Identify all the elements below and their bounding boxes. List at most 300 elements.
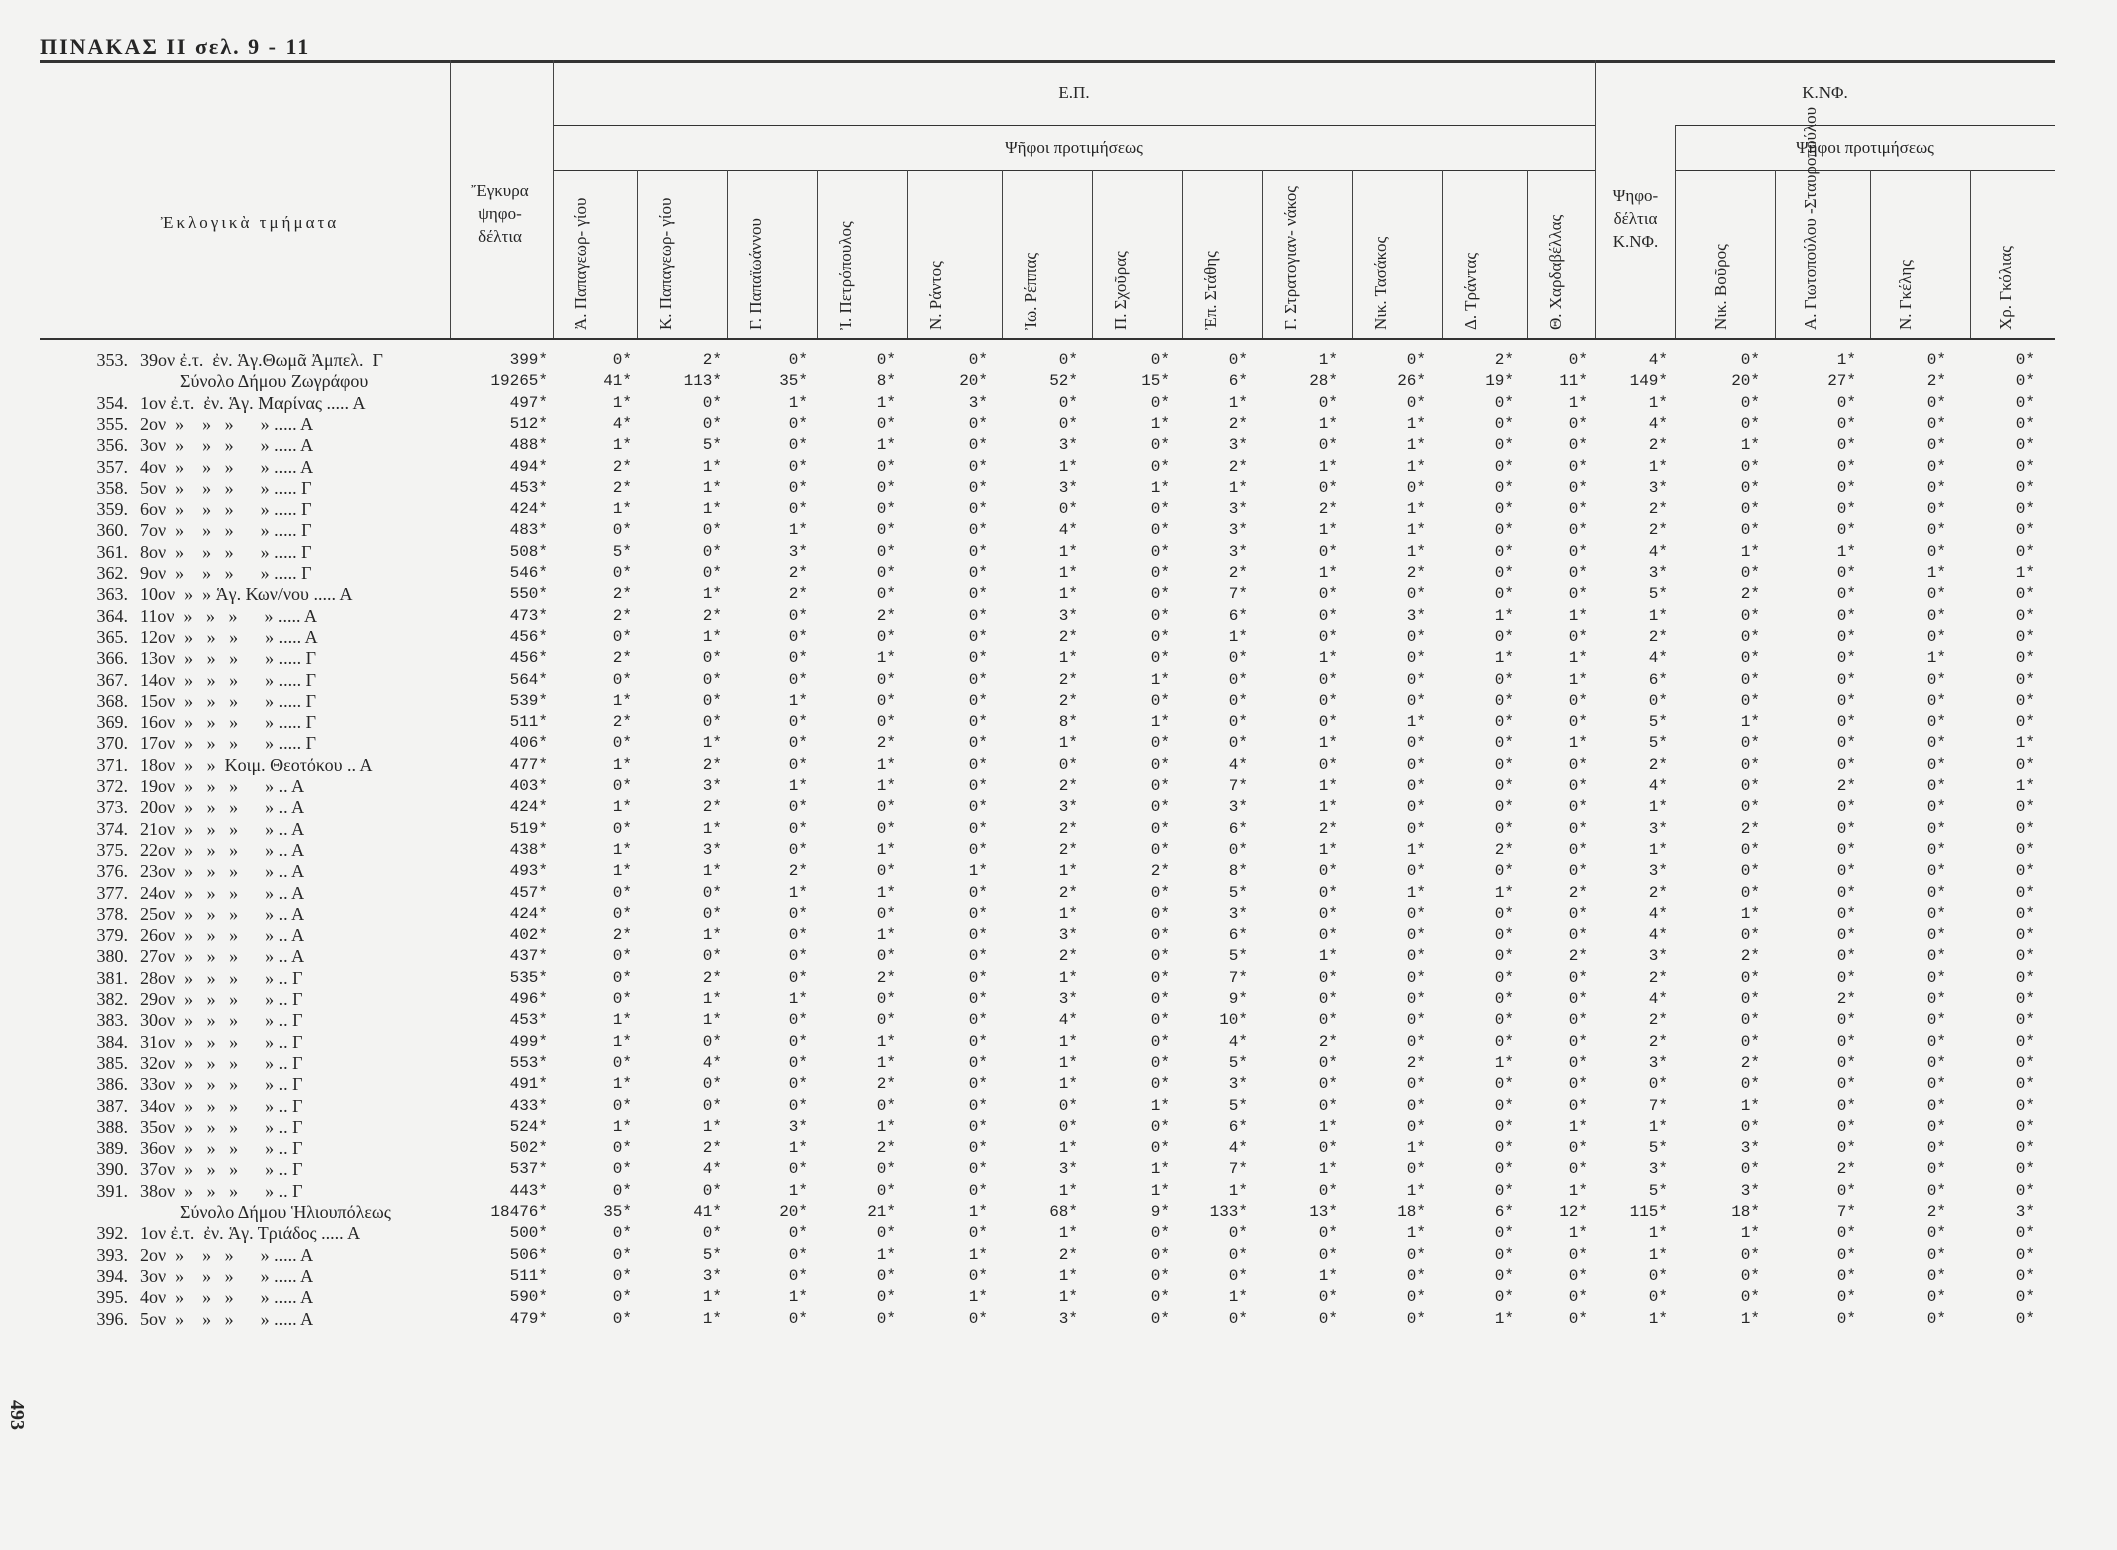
vote-cell: 0* <box>1568 691 1588 710</box>
vote-cell: 0* <box>1740 1075 1760 1094</box>
row-number: 356. <box>96 435 128 456</box>
section-label: 36ον » » » » .. Γ <box>140 1138 303 1159</box>
vote-cell: 2* <box>1058 883 1078 902</box>
candidate-column-divider <box>1352 170 1353 338</box>
vote-cell: 1* <box>1406 840 1426 859</box>
candidate-header: Νικ. Τασάκος <box>1371 236 1390 330</box>
vote-cell: 0* <box>1494 627 1514 646</box>
row-number: 372. <box>96 776 128 796</box>
vote-cell: 0* <box>1836 457 1856 476</box>
valid-ballots-cell: 500* <box>509 1224 548 1243</box>
vote-cell: 0* <box>2015 414 2035 433</box>
vote-cell: 0* <box>1494 393 1514 412</box>
vote-cell: 2* <box>702 606 722 625</box>
vote-cell: 0* <box>1648 1288 1668 1307</box>
vote-cell: 5* <box>1228 1096 1248 1115</box>
vote-cell: 1* <box>1228 627 1248 646</box>
vote-cell: 0* <box>1836 1224 1856 1243</box>
vote-cell: 1* <box>876 840 896 859</box>
row-number: 393. <box>96 1244 128 1265</box>
valid-ballots-cell: 539* <box>509 691 548 710</box>
vote-cell: 4* <box>1648 904 1668 923</box>
column-header-knf-ballots: Ψηφο- δέλτια Κ.ΝΦ. <box>1612 186 1659 251</box>
vote-cell: 1* <box>1568 1181 1588 1200</box>
vote-cell: 3* <box>1058 798 1078 817</box>
vote-cell: 0* <box>1318 670 1338 689</box>
vote-cell: 1* <box>1648 1245 1668 1264</box>
candidate-column-divider <box>637 170 638 338</box>
row-number: 385. <box>96 1052 128 1073</box>
vote-cell: 0* <box>1836 585 1856 604</box>
vote-cell: 0* <box>1406 798 1426 817</box>
vote-cell: 0* <box>968 1032 988 1051</box>
vote-cell: 0* <box>1494 1011 1514 1030</box>
row-number: 354. <box>96 392 128 413</box>
vote-cell: 5* <box>702 436 722 455</box>
vote-cell: 0* <box>1058 1117 1078 1136</box>
vote-cell: 2* <box>1648 968 1668 987</box>
valid-ballots-cell: 512* <box>509 414 548 433</box>
vote-cell: 1* <box>612 840 632 859</box>
vote-cell: 5* <box>1228 883 1248 902</box>
vote-cell: 0* <box>2015 478 2035 497</box>
section-label: 3ον » » » » ..... Α <box>140 1265 314 1286</box>
section-label: 32ον » » » » .. Γ <box>140 1052 303 1073</box>
vote-cell: 0* <box>1740 564 1760 582</box>
vote-cell: 0* <box>1836 1139 1856 1158</box>
valid-ballots-cell: 496* <box>509 990 548 1008</box>
vote-cell: 3* <box>702 1266 722 1285</box>
vote-cell: 0* <box>1406 947 1426 966</box>
vote-cell: 1* <box>612 798 632 817</box>
vote-cell: 0* <box>788 1096 808 1115</box>
vote-cell: 0* <box>876 1224 896 1243</box>
vote-cell: 0* <box>1150 606 1170 625</box>
vote-cell: 2* <box>1318 819 1338 838</box>
vote-cell: 0* <box>788 755 808 774</box>
vote-cell: 0* <box>702 649 722 668</box>
vote-cell: 7* <box>1228 968 1248 987</box>
vote-cell: 0* <box>2015 542 2035 561</box>
vote-cell: 35* <box>603 1203 632 1221</box>
vote-cell: 3* <box>1648 947 1668 966</box>
section-label: 30ον » » » » .. Γ <box>140 1010 303 1031</box>
vote-cell: 0* <box>1406 1309 1426 1328</box>
vote-cell: 0* <box>788 1245 808 1264</box>
vote-cell: 7* <box>1228 1160 1248 1179</box>
vote-cell: 0* <box>1318 883 1338 902</box>
vote-cell: 0* <box>1740 1032 1760 1051</box>
vote-cell: 1* <box>702 734 722 753</box>
vote-cell: 0* <box>1406 755 1426 774</box>
section-label: 24ον » » » » .. Α <box>140 882 305 903</box>
vote-cell: 0* <box>702 564 722 582</box>
vote-cell: 0* <box>1406 627 1426 646</box>
group-header-ep-preference: Ψῆφοι προτιμήσεως <box>1005 138 1143 157</box>
vote-cell: 1* <box>612 1011 632 1030</box>
candidate-header: Γ. Παπαϊωάννου <box>746 218 765 330</box>
candidate-column-divider <box>727 170 728 338</box>
vote-cell: 0* <box>788 478 808 497</box>
valid-ballots-cell: 406* <box>509 734 548 753</box>
vote-cell: 0* <box>968 1181 988 1200</box>
vote-cell: 1* <box>612 1032 632 1051</box>
vote-cell: 0* <box>1494 1096 1514 1115</box>
vote-cell: 0* <box>702 542 722 561</box>
valid-ballots-cell: 456* <box>509 627 548 646</box>
vote-cell: 1* <box>1406 713 1426 732</box>
vote-cell: 2* <box>702 798 722 817</box>
vote-cell: 2* <box>1648 1032 1668 1051</box>
vote-cell: 2* <box>1648 755 1668 774</box>
vote-cell: 4* <box>612 414 632 433</box>
vote-cell: 0* <box>2015 351 2035 369</box>
vote-cell: 5* <box>1648 713 1668 732</box>
vote-cell: 0* <box>876 904 896 923</box>
vote-cell: 1* <box>876 883 896 902</box>
vote-cell: 1* <box>2015 777 2035 795</box>
vote-cell: 0* <box>1318 904 1338 923</box>
vote-cell: 0* <box>1058 1096 1078 1115</box>
vote-cell: 0* <box>1740 691 1760 710</box>
vote-cell: 0* <box>612 777 632 795</box>
vote-cell: 0* <box>1228 351 1248 369</box>
vote-cell: 0* <box>1318 1309 1338 1328</box>
valid-ballots-cell: 424* <box>509 904 548 923</box>
vote-cell: 2* <box>612 926 632 945</box>
vote-cell: 3* <box>1406 606 1426 625</box>
vote-cell: 1* <box>1318 414 1338 433</box>
vote-cell: 3* <box>788 542 808 561</box>
vote-cell: 2* <box>1568 947 1588 966</box>
vote-cell: 1* <box>1494 1053 1514 1072</box>
row-number: 388. <box>96 1116 128 1137</box>
vote-cell: 1* <box>1406 1139 1426 1158</box>
vote-cell: 3* <box>1228 521 1248 540</box>
vote-cell: 0* <box>1494 414 1514 433</box>
vote-cell: 0* <box>1406 777 1426 795</box>
vote-cell: 2* <box>1406 564 1426 582</box>
vote-cell: 0* <box>2015 798 2035 817</box>
vote-cell: 0* <box>876 1160 896 1179</box>
valid-ballots-cell: 19265* <box>490 372 548 391</box>
vote-cell: 0* <box>968 1224 988 1243</box>
vote-cell: 0* <box>968 478 988 497</box>
vote-cell: 1* <box>702 478 722 497</box>
vote-cell: 0* <box>1836 755 1856 774</box>
vote-cell: 0* <box>2015 649 2035 668</box>
valid-ballots-cell: 550* <box>509 585 548 604</box>
vote-cell: 0* <box>1648 1266 1668 1285</box>
vote-cell: 0* <box>1740 862 1760 881</box>
row-number: 382. <box>96 989 128 1009</box>
vote-cell: 0* <box>1150 564 1170 582</box>
vote-cell: 1* <box>1058 862 1078 881</box>
vote-cell: 1* <box>1648 457 1668 476</box>
vote-cell: 3* <box>1648 564 1668 582</box>
vote-cell: 1* <box>1568 734 1588 753</box>
vote-cell: 0* <box>1494 947 1514 966</box>
vote-cell: 0* <box>612 904 632 923</box>
vote-cell: 0* <box>612 1096 632 1115</box>
vote-cell: 0* <box>1836 691 1856 710</box>
vote-cell: 0* <box>1406 393 1426 412</box>
vote-cell: 0* <box>788 1224 808 1243</box>
vote-cell: 0* <box>1926 819 1946 838</box>
vote-cell: 0* <box>1836 798 1856 817</box>
vote-cell: 3* <box>1058 436 1078 455</box>
row-number: 396. <box>96 1308 128 1329</box>
vote-cell: 1* <box>1318 649 1338 668</box>
valid-ballots-cell: 590* <box>509 1288 548 1307</box>
vote-cell: 0* <box>1406 904 1426 923</box>
vote-cell: 0* <box>1406 351 1426 369</box>
candidate-header: Ἀ. Παπαγεωρ- γίου <box>571 197 590 330</box>
vote-cell: 1* <box>1318 457 1338 476</box>
vote-cell: 0* <box>876 457 896 476</box>
vote-cell: 1* <box>702 457 722 476</box>
vote-cell: 8* <box>876 372 896 391</box>
vote-cell: 0* <box>1926 1139 1946 1158</box>
vote-cell: 0* <box>1740 457 1760 476</box>
vote-cell: 1* <box>876 393 896 412</box>
vote-cell: 0* <box>612 990 632 1008</box>
row-number: 368. <box>96 690 128 711</box>
vote-cell: 0* <box>876 670 896 689</box>
vote-cell: 0* <box>1318 1011 1338 1030</box>
vote-cell: 0* <box>702 713 722 732</box>
vote-cell: 7* <box>1648 1096 1668 1115</box>
vote-cell: 4* <box>702 1053 722 1072</box>
vote-cell: 0* <box>1494 670 1514 689</box>
row-number: 386. <box>96 1074 128 1095</box>
vote-cell: 0* <box>1836 478 1856 497</box>
vote-cell: 0* <box>1228 840 1248 859</box>
vote-cell: 6* <box>1228 819 1248 838</box>
candidate-column-divider <box>1262 170 1263 338</box>
vote-cell: 0* <box>1648 691 1668 710</box>
vote-cell: 0* <box>968 968 988 987</box>
vote-cell: 0* <box>1058 755 1078 774</box>
vote-cell: 1* <box>1568 1117 1588 1136</box>
row-number: 376. <box>96 861 128 882</box>
vote-cell: 1* <box>1058 542 1078 561</box>
vote-cell: 1* <box>702 627 722 646</box>
vote-cell: 1* <box>1318 734 1338 753</box>
vote-cell: 4* <box>1648 542 1668 561</box>
candidate-header-knf: Α. Γιωτοπούλου -Σταυροπούλου <box>1801 106 1820 330</box>
vote-cell: 1* <box>1836 351 1856 369</box>
vote-cell: 0* <box>1740 734 1760 753</box>
vote-cell: 0* <box>1318 1096 1338 1115</box>
vote-cell: 1* <box>1740 1096 1760 1115</box>
vote-cell: 0* <box>1150 393 1170 412</box>
candidate-header: Π. Σχοῦρας <box>1111 251 1130 330</box>
vote-cell: 0* <box>968 713 988 732</box>
vote-cell: 0* <box>1494 542 1514 561</box>
vote-cell: 0* <box>1494 585 1514 604</box>
vote-cell: 2* <box>1058 691 1078 710</box>
vote-cell: 0* <box>1926 1117 1946 1136</box>
vote-cell: 0* <box>968 564 988 582</box>
vote-cell: 0* <box>788 926 808 945</box>
vote-cell: 1* <box>1318 564 1338 582</box>
vote-cell: 0* <box>1406 691 1426 710</box>
row-number: 390. <box>96 1159 128 1180</box>
vote-cell: 0* <box>1836 904 1856 923</box>
vote-cell: 2* <box>1058 1245 1078 1264</box>
vote-cell: 0* <box>1926 478 1946 497</box>
valid-ballots-cell: 493* <box>509 862 548 881</box>
vote-cell: 0* <box>968 1309 988 1328</box>
vote-cell: 1* <box>1058 1288 1078 1307</box>
vote-cell: 0* <box>1406 1011 1426 1030</box>
row-number: 365. <box>96 626 128 647</box>
vote-cell: 1* <box>1406 1224 1426 1243</box>
vote-cell: 0* <box>1568 627 1588 646</box>
vote-cell: 0* <box>1926 1288 1946 1307</box>
vote-cell: 1* <box>702 1117 722 1136</box>
vote-cell: 0* <box>1740 840 1760 859</box>
vote-cell: 0* <box>968 755 988 774</box>
vote-cell: 6* <box>1228 1117 1248 1136</box>
vote-cell: 0* <box>1836 606 1856 625</box>
vote-cell: 0* <box>1926 734 1946 753</box>
valid-ballots-cell: 519* <box>509 819 548 838</box>
row-number: 374. <box>96 818 128 839</box>
vote-cell: 0* <box>1740 393 1760 412</box>
vote-cell: 0* <box>1568 926 1588 945</box>
vote-cell: 0* <box>2015 500 2035 519</box>
section-label: 35ον » » » » .. Γ <box>140 1116 303 1137</box>
valid-ballots-cell: 424* <box>509 500 548 519</box>
vote-cell: 0* <box>1836 649 1856 668</box>
section-label: Σύνολο Δήμου Ἡλιουπόλεως <box>180 1202 391 1222</box>
vote-cell: 0* <box>1836 564 1856 582</box>
vote-cell: 0* <box>1836 1288 1856 1307</box>
row-number: 392. <box>96 1223 128 1244</box>
vote-cell: 0* <box>2015 713 2035 732</box>
vote-cell: 0* <box>788 670 808 689</box>
vote-cell: 21* <box>867 1203 896 1221</box>
vote-cell: 0* <box>788 649 808 668</box>
section-label: 28ον » » » » .. Γ <box>140 967 303 988</box>
vote-cell: 2* <box>1228 457 1248 476</box>
vote-cell: 2* <box>1058 840 1078 859</box>
vote-cell: 0* <box>876 1181 896 1200</box>
vote-cell: 1* <box>1648 798 1668 817</box>
vote-cell: 0* <box>1926 968 1946 987</box>
vote-cell: 2* <box>1318 500 1338 519</box>
vote-cell: 0* <box>968 1117 988 1136</box>
vote-cell: 0* <box>876 564 896 582</box>
vote-cell: 1* <box>1058 1266 1078 1285</box>
vote-cell: 0* <box>1406 1032 1426 1051</box>
candidate-header: Δ. Τράντας <box>1461 252 1480 330</box>
valid-ballots-cell: 453* <box>509 1011 548 1030</box>
vote-cell: 0* <box>968 840 988 859</box>
vote-cell: 2* <box>1740 585 1760 604</box>
vote-cell: 1* <box>1740 542 1760 561</box>
vote-cell: 0* <box>1926 883 1946 902</box>
vote-cell: 0* <box>968 351 988 369</box>
vote-cell: 1* <box>876 1053 896 1072</box>
candidate-header: Ἰ. Πετρόπουλος <box>836 221 855 330</box>
vote-cell: 0* <box>968 1075 988 1094</box>
vote-cell: 0* <box>702 521 722 540</box>
vote-cell: 0* <box>1926 542 1946 561</box>
vote-cell: 0* <box>788 840 808 859</box>
vote-cell: 4* <box>1648 351 1668 369</box>
vote-cell: 5* <box>702 1245 722 1264</box>
valid-ballots-cell: 399* <box>509 351 548 369</box>
valid-ballots-cell: 564* <box>509 670 548 689</box>
valid-ballots-cell: 494* <box>509 457 548 476</box>
row-number: 383. <box>96 1010 128 1031</box>
vote-cell: 1* <box>2015 564 2035 582</box>
row-number: 361. <box>96 541 128 562</box>
vote-cell: 0* <box>1058 414 1078 433</box>
vote-cell: 0* <box>876 691 896 710</box>
vote-cell: 1* <box>1406 500 1426 519</box>
vote-cell: 0* <box>612 1224 632 1243</box>
vote-cell: 0* <box>1740 883 1760 902</box>
vote-cell: 0* <box>612 1181 632 1200</box>
vote-cell: 1* <box>1058 1181 1078 1200</box>
vote-cell: 0* <box>702 691 722 710</box>
vote-cell: 0* <box>702 1032 722 1051</box>
vote-cell: 0* <box>702 1181 722 1200</box>
vote-cell: 0* <box>1406 1075 1426 1094</box>
vote-cell: 0* <box>788 1266 808 1285</box>
vote-cell: 0* <box>1150 1288 1170 1307</box>
vote-cell: 6* <box>1494 1203 1514 1221</box>
vote-cell: 0* <box>2015 947 2035 966</box>
vote-cell: 0* <box>1150 500 1170 519</box>
vote-cell: 0* <box>1568 1075 1588 1094</box>
vote-cell: 1* <box>1058 1032 1078 1051</box>
vote-cell: 2* <box>788 564 808 582</box>
section-label: 23ον » » » » .. Α <box>140 861 305 882</box>
vote-cell: 1* <box>1058 1053 1078 1072</box>
vote-cell: 0* <box>788 947 808 966</box>
vote-cell: 1* <box>1150 1160 1170 1179</box>
candidate-column-divider <box>1182 170 1183 338</box>
vote-cell: 1* <box>1318 777 1338 795</box>
vote-cell: 0* <box>612 1053 632 1072</box>
vote-cell: 0* <box>1150 777 1170 795</box>
valid-ballots-cell: 506* <box>509 1245 548 1264</box>
vote-cell: 0* <box>1926 585 1946 604</box>
vote-cell: 1* <box>1568 649 1588 668</box>
vote-cell: 0* <box>1228 691 1248 710</box>
candidate-header: Ἐπ. Στάθης <box>1201 251 1220 330</box>
vote-cell: 1* <box>1318 351 1338 369</box>
vote-cell: 0* <box>1926 1160 1946 1179</box>
vote-cell: 0* <box>1926 1053 1946 1072</box>
vote-cell: 0* <box>1494 777 1514 795</box>
vote-cell: 0* <box>1926 500 1946 519</box>
vote-cell: 0* <box>876 1011 896 1030</box>
vote-cell: 0* <box>1494 798 1514 817</box>
vote-cell: 0* <box>1494 713 1514 732</box>
row-number: 371. <box>96 754 128 775</box>
vote-cell: 0* <box>2015 1032 2035 1051</box>
valid-ballots-cell: 456* <box>509 649 548 668</box>
vote-cell: 1* <box>1228 393 1248 412</box>
vote-cell: 1* <box>1058 649 1078 668</box>
candidate-column-divider <box>817 170 818 338</box>
